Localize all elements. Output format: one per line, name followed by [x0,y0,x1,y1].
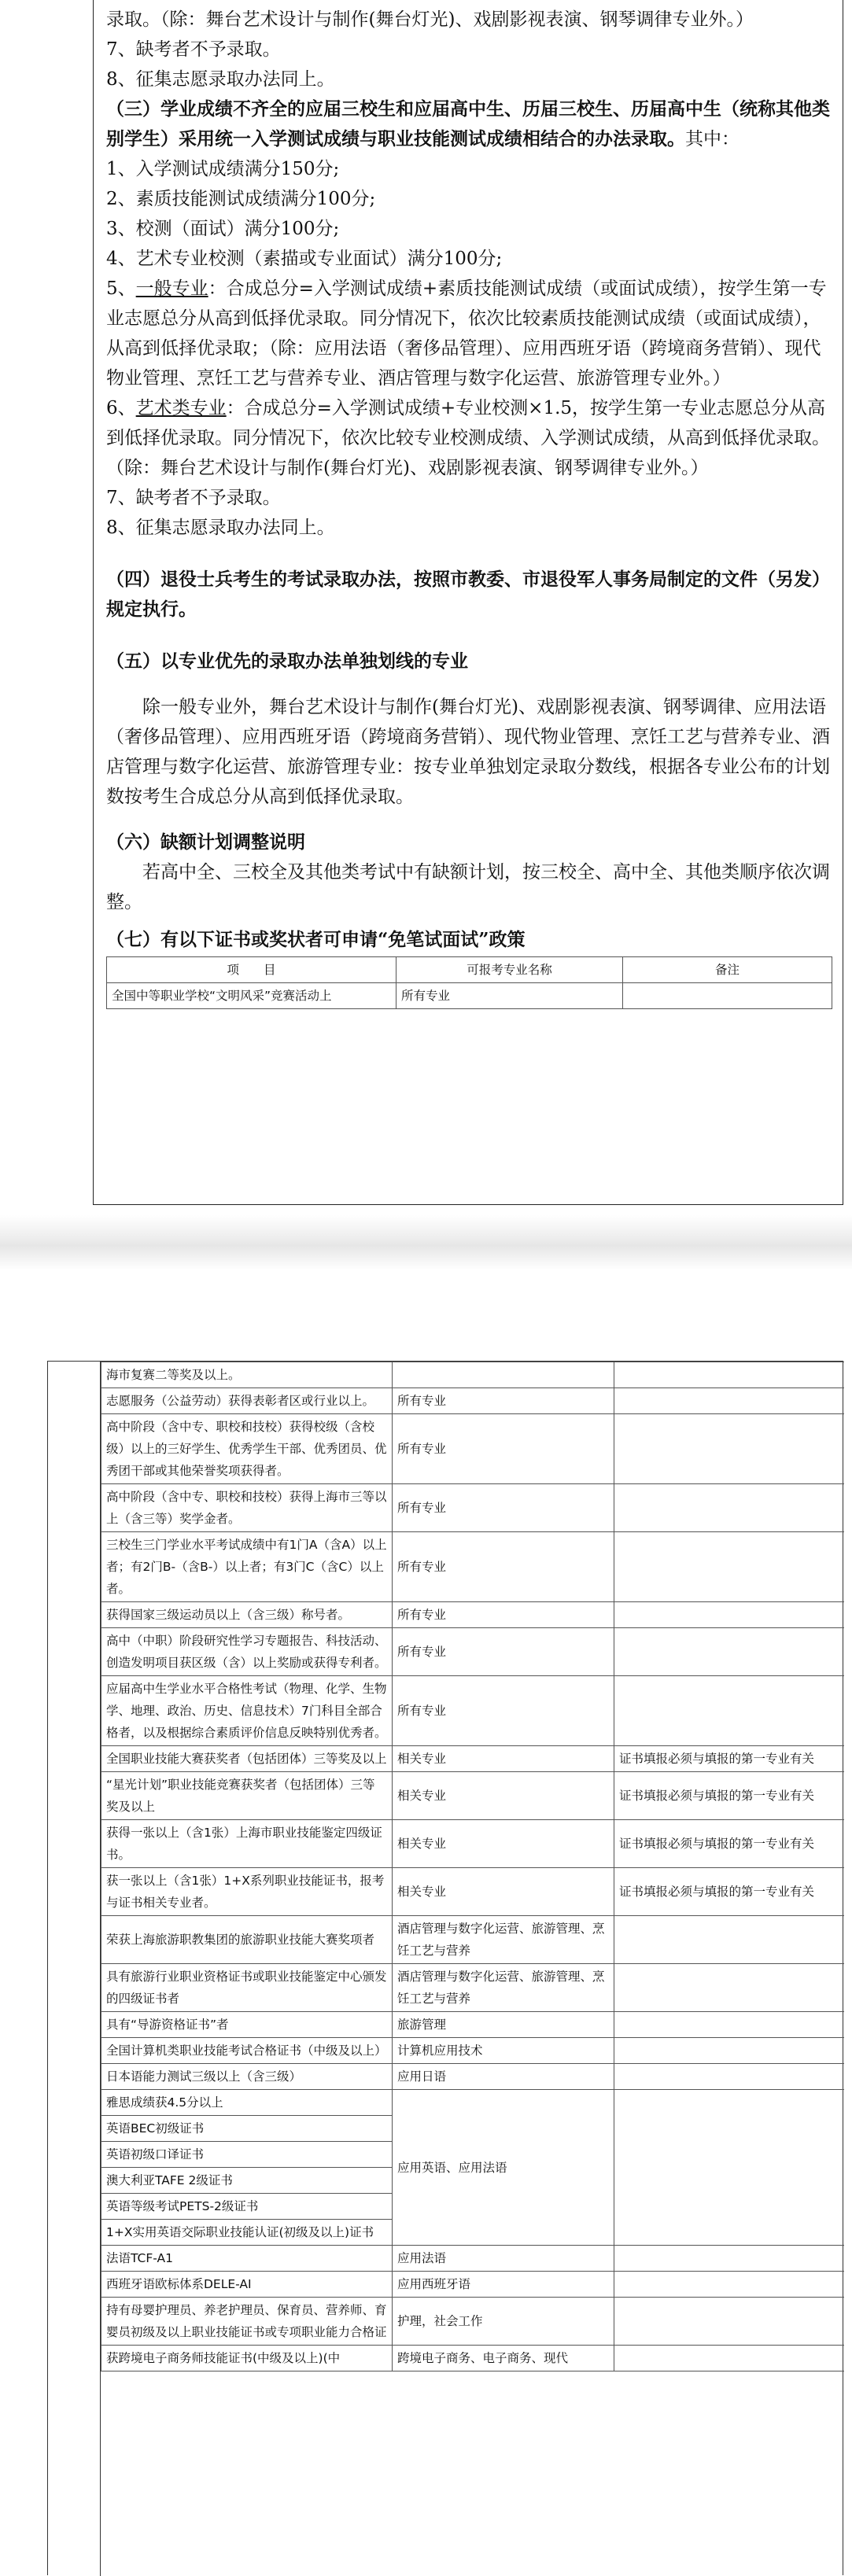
score-item: 3、校测（面试）满分100分; [106,219,340,239]
text-line: 录取。（除：舞台艺术设计与制作(舞台灯光)、戏剧影视表演、钢琴调律专业外。） [106,9,754,30]
table-cell-major: 相关专业 [393,1772,614,1820]
table-row [101,1820,845,1868]
table-cell-note [614,1388,845,1414]
section-7-heading: （七）有以下证书或奖状者可申请“免笔试面试”政策 [106,929,526,950]
table-cell-major: 所有专业 [393,1676,614,1746]
table-row [101,1484,845,1532]
table-row [101,1414,845,1484]
text-line: 8、征集志愿录取办法同上。 [106,518,335,538]
table-row [101,2064,845,2090]
table-cell-major: 应用日语 [393,2064,614,2090]
table-cell-major: 所有专业 [393,1532,614,1602]
item-number: 5、 [106,278,136,299]
table-cell-item: “星光计划”职业技能竞赛获奖者（包括团体）三等奖及以上 [101,1772,393,1820]
table-cell-note [614,1916,845,1964]
score-item: 1、入学测试成绩满分150分; [106,159,340,179]
section-5-heading: （五）以专业优先的录取办法单独划线的专业 [106,650,468,672]
table-row [101,2272,845,2298]
table-cell-item: 西班牙语欧标体系DELE-AI [101,2272,393,2298]
table-cell-item: 持有母婴护理员、养老护理员、保育员、营养师、育婴员初级及以上职业技能证书或专项职业能力合格证 [101,2298,393,2346]
table-cell-note [623,983,832,1009]
table-cell-major: 应用西班牙语 [393,2272,614,2298]
table-row [101,1532,845,1602]
table-row [101,1388,845,1414]
table-cell-note: 证书填报必须与填报的第一专业有关 [614,1772,845,1820]
table-header-major: 可报考专业名称 [396,957,623,983]
table-cell-item: 三校生三门学业水平考试成绩中有1门A（含A）以上者；有2门B-（含B-）以上者；有3门C（含C）以上者。 [101,1532,393,1602]
table-cell-item: 获跨境电子商务师技能证书(中级及以上)(中 [101,2346,393,2371]
table-cell-major: 相关专业 [393,1746,614,1772]
table-cell-note [614,2346,845,2371]
table-cell-note [614,2038,845,2064]
section-4-heading: （四）退役士兵考生的考试录取办法，按照市教委、市退役军人事务局制定的文件（另发）规定执行。 [106,569,830,620]
table-cell-major: 所有专业 [393,1414,614,1484]
table-cell-major: 护理，社会工作 [393,2298,614,2346]
table-cell-note [614,1602,845,1628]
table-cell-major: 所有专业 [393,1602,614,1628]
table-cell-note [614,2090,845,2246]
score-item: 4、艺术专业校测（素描或专业面试）满分100分; [106,249,503,269]
table-cell-major: 旅游管理 [393,2012,614,2038]
table-cell-item: 英语初级口译证书 [101,2142,393,2168]
general-major-label: 一般专业 [135,278,208,299]
table-cell-note [614,1532,845,1602]
page-separator [0,1215,852,1270]
table-cell-item: 高中阶段（含中专、职校和技校）获得校级（含校级）以上的三好学生、优秀学生干部、优秀团员、优秀团干部或其他荣誉奖项获得者。 [101,1414,393,1484]
item-number: 6、 [106,398,136,418]
table-row [101,1916,845,1964]
document-page-2 [47,1361,843,2575]
table-row [101,1362,845,1388]
table-cell-major [393,1362,614,1388]
text-line: 8、征集志愿录取办法同上。 [106,69,335,90]
section-6-heading: （六）缺额计划调整说明 [106,831,305,853]
section-5-text: 除一般专业外，舞台艺术设计与制作(舞台灯光)、戏剧影视表演、钢琴调律、应用法语（奢侈品管理）、应用西班牙语（跨境商务营销）、现代物业管理、烹饪工艺与营养专业、酒店管理与数字化运营、旅游管理专业：按专业单独划定录取分数线，根据各专业公布的计划数按考生合成总分从高到低择优录取。 [106,697,830,807]
table-cell-item: 法语TCF-A1 [101,2246,393,2272]
table-cell-item: 获得一张以上（含1张）上海市职业技能鉴定四级证书。 [101,1820,393,1868]
text-line: 7、缺考者不予录取。 [106,39,281,60]
table-row [101,2246,845,2272]
table-cell-major: 应用法语 [393,2246,614,2272]
table-cell-item: 英语BEC初级证书 [101,2116,393,2142]
general-major-text: ：合成总分=入学测试成绩+素质技能测试成绩（或面试成绩），按学生第一专业志愿总分从高到低择优录取。同分情况下，依次比较素质技能测试成绩（或面试成绩），从高到低择优录取；（除：应用法语（奢侈品管理）、应用西班牙语（跨境商务营销）、现代物业管理、烹饪工艺与营养专业、酒店管理与数字化运营、旅游管理专业外。） [106,278,827,389]
table-cell-item: 日本语能力测试三级以上（含三级） [101,2064,393,2090]
table-row [101,1868,845,1916]
table-cell-note [614,1628,845,1676]
table-row [101,2346,845,2371]
table-cell-note: 证书填报必须与填报的第一专业有关 [614,1746,845,1772]
table-cell-item: 全国中等职业学校“文明风采”竞赛活动上 [107,983,396,1009]
table-cell-note [614,2298,845,2346]
table-cell-item: 全国职业技能大赛获奖者（包括团体）三等奖及以上 [101,1746,393,1772]
table-row [101,1746,845,1772]
table-cell-major: 酒店管理与数字化运营、旅游管理、烹饪工艺与营养 [393,1964,614,2012]
table-cell-note [614,1964,845,2012]
page-2-table-area [100,1362,844,2576]
table-row [107,983,832,1009]
section-3-heading-tail: 其中： [685,129,740,149]
table-cell-note [614,2064,845,2090]
table-cell-item: 1+X实用英语交际职业技能认证(初级及以上)证书 [101,2220,393,2246]
table-row [101,2298,845,2346]
table-cell-note [614,1362,845,1388]
table-cell-note [614,1676,845,1746]
table-cell-major: 跨境电子商务、电子商务、现代 [393,2346,614,2371]
table-cell-item: 获得国家三级运动员以上（含三级）称号者。 [101,1602,393,1628]
table-cell-item: 英语等级考试PETS-2级证书 [101,2194,393,2220]
table-cell-item: 具有旅游行业职业资格证书或职业技能鉴定中心颁发的四级证书者 [101,1964,393,2012]
table-row [101,2090,845,2116]
table-row [101,1628,845,1676]
table-cell-note [614,2012,845,2038]
table-cell-note [614,2246,845,2272]
table-cell-item: 澳大利亚TAFE 2级证书 [101,2168,393,2194]
document-page-1 [93,0,843,1205]
table-cell-major: 相关专业 [393,1868,614,1916]
table-cell-major: 相关专业 [393,1820,614,1868]
text-line: 7、缺考者不予录取。 [106,488,281,508]
art-major-text: ：合成总分=入学测试成绩+专业校测×1.5，按学生第一专业志愿总分从高到低择优录取。同分情况下，依次比较专业校测成绩、入学测试成绩，从高到低择优录取。（除：舞台艺术设计与制作(舞台灯光)、戏剧影视表演、钢琴调律专业外。） [106,398,830,478]
table-row [101,1772,845,1820]
table-cell-major: 所有专业 [396,983,623,1009]
table-header-note: 备注 [623,957,832,983]
score-item: 2、素质技能测试成绩满分100分; [106,189,376,209]
table-cell-note: 证书填报必须与填报的第一专业有关 [614,1868,845,1916]
art-major-rule [106,393,832,483]
table-row [101,1676,845,1746]
table-cell-item: 全国计算机类职业技能考试合格证书（中级及以上） [101,2038,393,2064]
table-cell-note: 证书填报必须与填报的第一专业有关 [614,1820,845,1868]
table-cell-item: 具有“导游资格证书”者 [101,2012,393,2038]
table-cell-item: 海市复赛二等奖及以上。 [101,1362,393,1388]
table-cell-item: 获一张以上（含1张）1+X系列职业技能证书，报考与证书相关专业者。 [101,1868,393,1916]
table-cell-note [614,1484,845,1532]
table-cell-major: 所有专业 [393,1628,614,1676]
table-header-row [107,957,832,983]
exemption-table-head [106,956,832,1009]
table-row [101,2012,845,2038]
table-cell-major: 所有专业 [393,1388,614,1414]
table-row [101,1964,845,2012]
table-cell-item: 志愿服务（公益劳动）获得表彰者区或行业以上。 [101,1388,393,1414]
table-cell-item: 雅思成绩获4.5分以上 [101,2090,393,2116]
table-cell-item: 荣获上海旅游职教集团的旅游职业技能大赛奖项者 [101,1916,393,1964]
table-cell-note [614,2272,845,2298]
section-3-heading-bold: （三）学业成绩不齐全的应届三校生和应届高中生、历届三校生、历届高中生（统称其他类别学生）采用统一入学测试成绩与职业技能测试成绩相结合的办法录取。 [106,98,830,149]
table-cell-item: 高中阶段（含中专、职校和技校）获得上海市三等以上（含三等）奖学金者。 [101,1484,393,1532]
section-6-text: 若高中全、三校全及其他类考试中有缺额计划，按三校全、高中全、其他类顺序依次调整。 [106,862,830,912]
table-cell-item: 高中（中职）阶段研究性学习专题报告、科技活动、创造发明项目获区级（含）以上奖励或获得专利者。 [101,1628,393,1676]
table-cell-major: 计算机应用技术 [393,2038,614,2064]
exemption-table-continued [101,1362,844,2371]
table-cell-major: 酒店管理与数字化运营、旅游管理、烹饪工艺与营养 [393,1916,614,1964]
table-row [101,2038,845,2064]
general-major-rule [106,274,832,393]
art-major-label: 艺术类专业 [135,398,227,418]
table-cell-major: 所有专业 [393,1484,614,1532]
table-row [101,1602,845,1628]
table-header-item: 项 目 [107,957,396,983]
table-cell-note [614,1414,845,1484]
table-cell-major: 应用英语、应用法语 [393,2090,614,2246]
section-3-heading [106,94,832,154]
table-cell-item: 应届高中生学业水平合格性考试（物理、化学、生物学、地理、政治、历史、信息技术）7门科目全部合格者，以及根据综合素质评价信息反映特别优秀者。 [101,1676,393,1746]
